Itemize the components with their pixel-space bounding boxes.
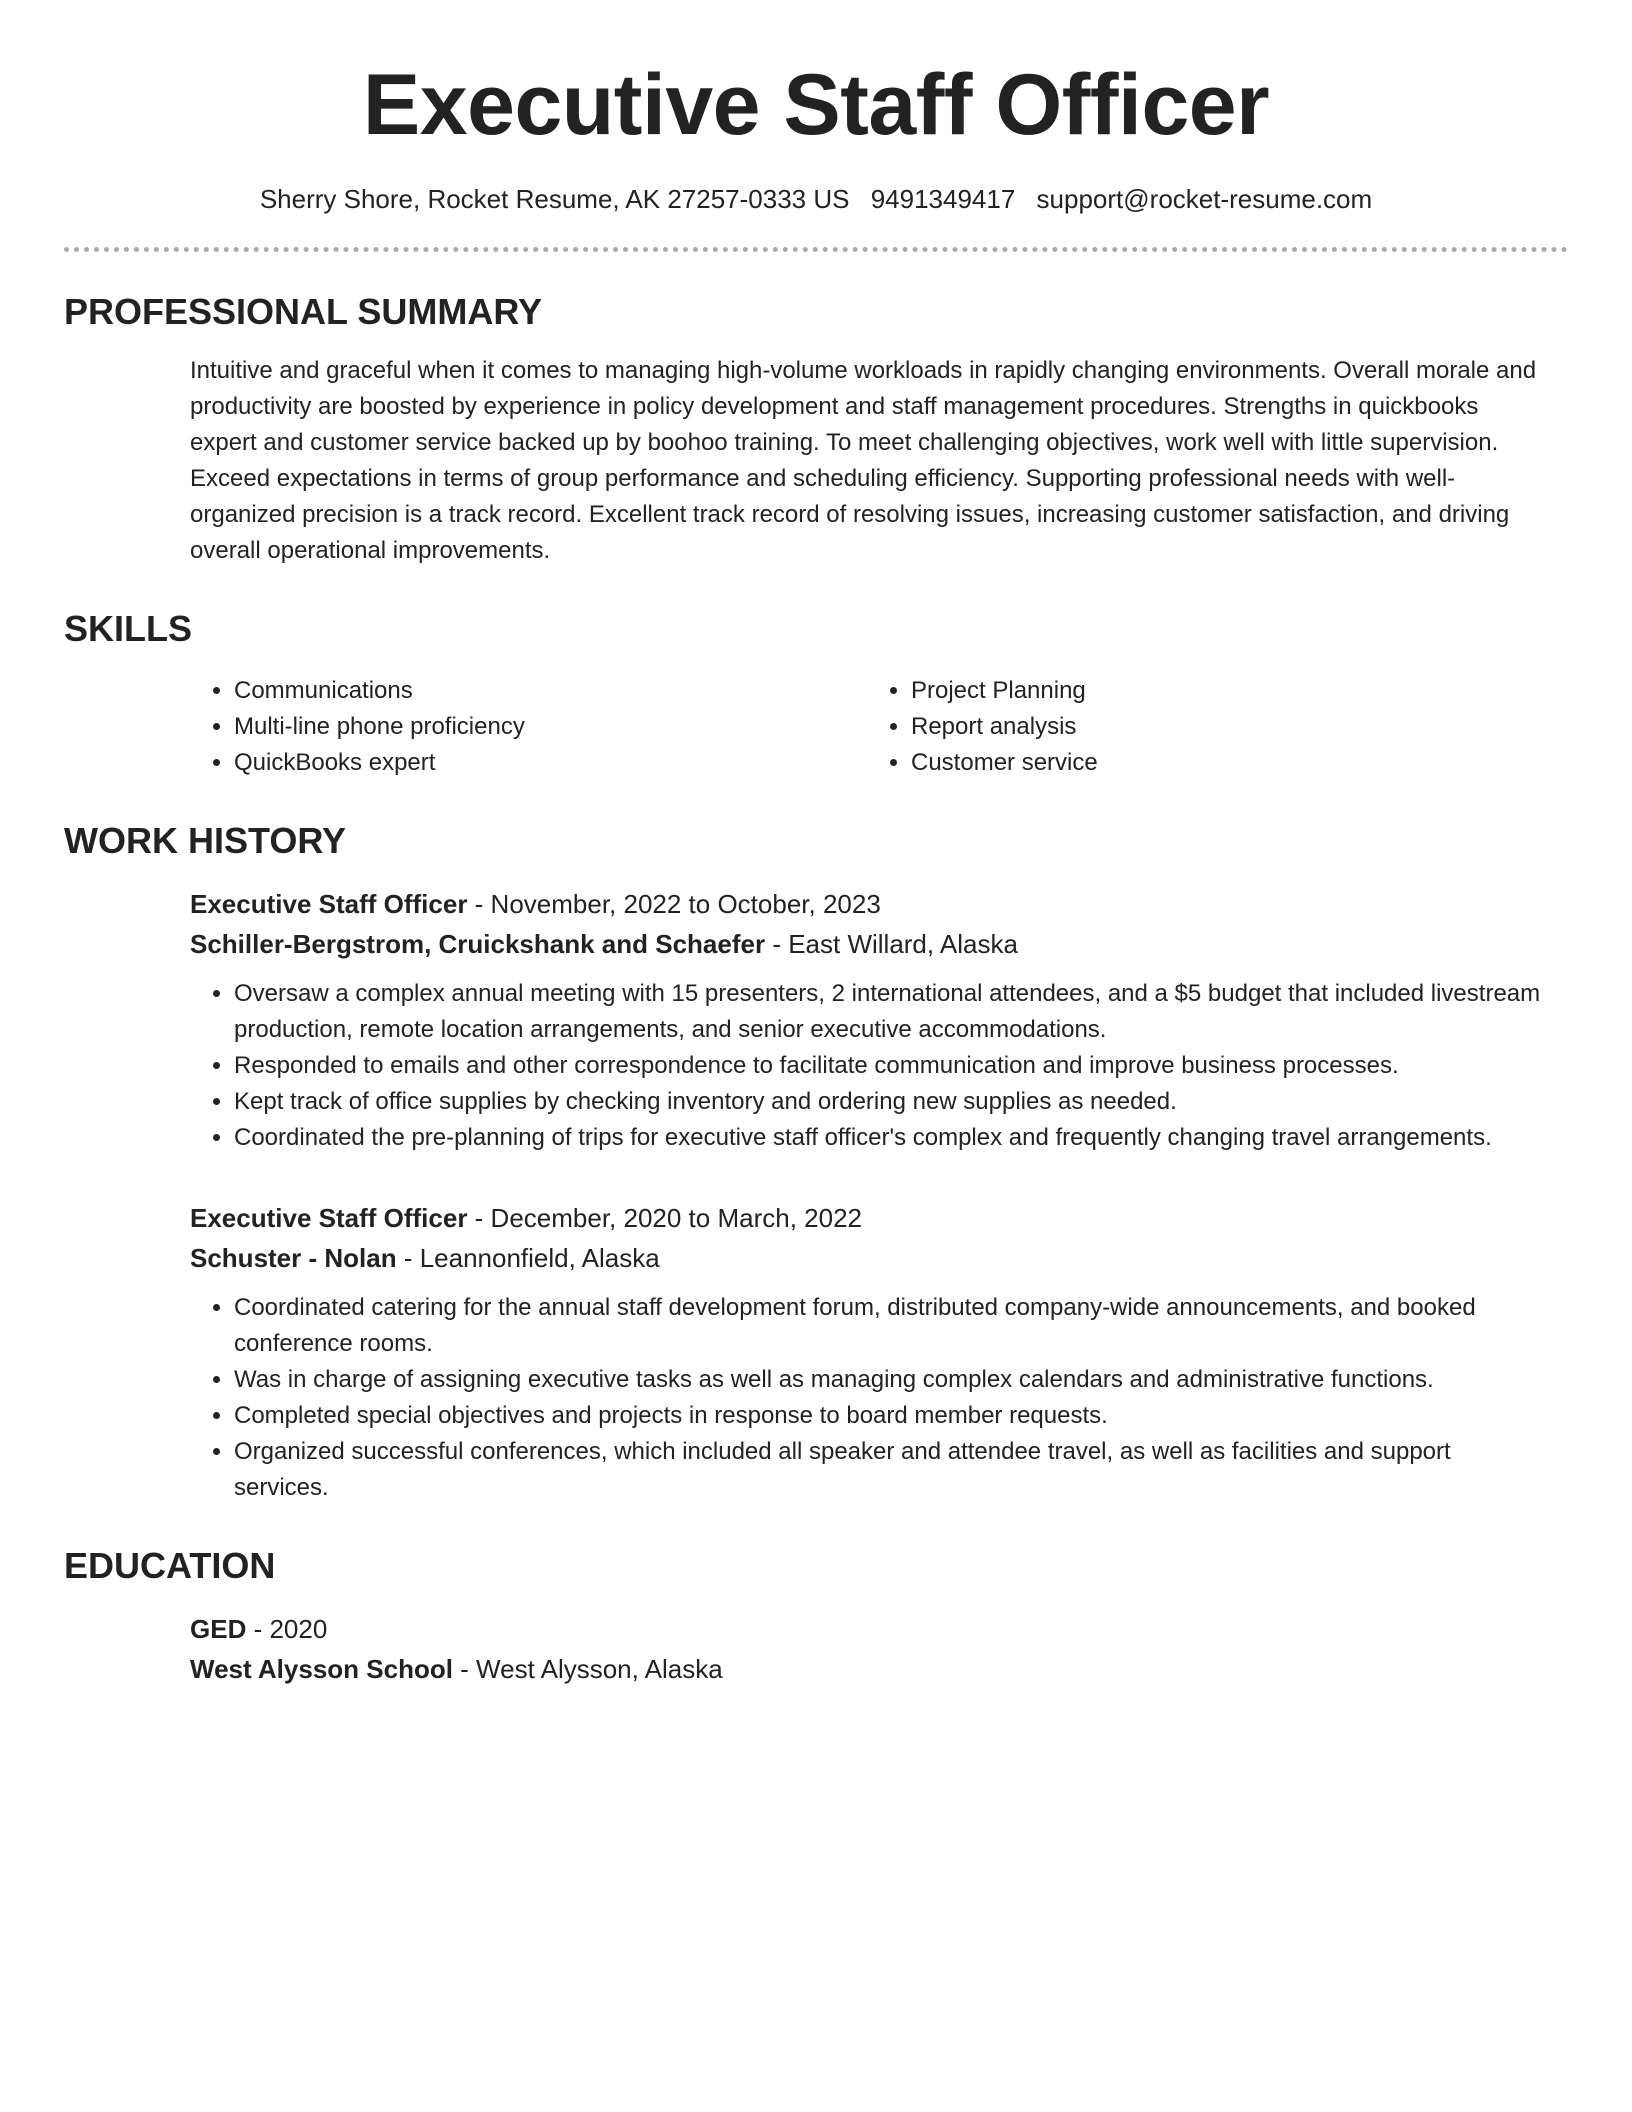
job-dates: - December, 2020 to March, 2022: [467, 1202, 862, 1233]
skill-item: • Customer service: [911, 745, 1544, 781]
summary-title: PROFESSIONAL SUMMARY: [64, 291, 543, 333]
contact-line: [64, 184, 1568, 215]
skill-item: • Report analysis: [911, 709, 1544, 745]
job-bullet: • Coordinated catering for the annual staff development forum, distributed company-wide announcements, and booked conference rooms.: [234, 1290, 1544, 1362]
job-role: Executive Staff Officer: [190, 1202, 468, 1233]
candidate-name: Executive Staff Officer: [362, 57, 1270, 153]
job-dates: - November, 2022 to October, 2023: [467, 888, 881, 919]
job-role: Executive Staff Officer: [190, 888, 468, 919]
education-entry: [190, 1609, 1544, 1689]
job-bullet: • Organized successful conferences, which included all speaker and attendee travel, as well as facilities and support services.: [234, 1434, 1544, 1506]
job-bullet: • Completed special objectives and projects in response to board member requests.: [234, 1398, 1544, 1434]
work-history-title: WORK HISTORY: [64, 819, 347, 861]
degree-line: [190, 1609, 1544, 1649]
address: Sherry Shore, Rocket Resume, AK 27257-0333 US: [259, 184, 850, 214]
job-bullet: • Oversaw a complex annual meeting with 15 presenters, 2 international attendees, and a $5 budget that included livestream production, remote location arrangements, and senior executive accommodations.: [234, 976, 1544, 1048]
skill-item: • Multi-line phone proficiency: [234, 709, 867, 745]
job-bullet: • Responded to emails and other correspondence to facilitate communication and improve business processes.: [234, 1048, 1544, 1084]
job-bullet: • Coordinated the pre-planning of trips for executive staff officer's complex and frequently changing travel arrangements.: [234, 1120, 1544, 1156]
job-role-line: [190, 884, 1544, 924]
school-name: West Alysson School: [190, 1653, 453, 1684]
school-location: - West Alysson, Alaska: [452, 1653, 723, 1684]
education-title: EDUCATION: [64, 1544, 276, 1586]
skills-title: SKILLS: [64, 608, 193, 650]
job-location: - East Willard, Alaska: [765, 928, 1018, 959]
summary-text: Intuitive and graceful when it comes to managing high-volume workloads in rapidly changing environments. Overall morale and productivity are boosted by experience in policy development and staff management procedures. Strengths in quickbooks expert and customer service backed up by boohoo training. To meet challenging objectives, work well with little supervision. Exceed expectations in terms of group performance and scheduling efficiency. Supporting professional needs with well-organized precision is a track record. Excellent track record of resolving issues, increasing customer satisfaction, and driving overall operational improvements.: [190, 357, 1537, 565]
job-location: - Leannonfield, Alaska: [396, 1242, 660, 1273]
skill-item: • Communications: [234, 673, 867, 709]
skill-item: • QuickBooks expert: [234, 745, 867, 781]
job-bullets: [190, 976, 1544, 1156]
skills-column-right: [867, 673, 1544, 781]
job-role-line: [190, 1198, 1544, 1238]
job-bullet: • Was in charge of assigning executive tasks as well as managing complex calendars and administrative functions.: [234, 1362, 1544, 1398]
school-line: [190, 1649, 1544, 1689]
job-company: Schiller-Bergstrom, Cruickshank and Schaefer: [190, 928, 766, 959]
header-divider: [64, 247, 1568, 252]
job-company-line: [190, 1238, 1544, 1278]
job-bullet: • Kept track of office supplies by checking inventory and ordering new supplies as needed.: [234, 1084, 1544, 1120]
email: support@rocket-resume.com: [1036, 184, 1373, 214]
phone: 9491349417: [870, 184, 1016, 214]
degree-year: - 2020: [246, 1613, 328, 1644]
job-company-line: [190, 924, 1544, 964]
skills-column-left: [190, 673, 867, 781]
job-entry: [190, 1198, 1544, 1506]
job-bullets: [190, 1290, 1544, 1506]
degree: GED: [190, 1613, 247, 1644]
job-entry: [190, 884, 1544, 1156]
job-company: Schuster - Nolan: [190, 1242, 397, 1273]
skill-item: • Project Planning: [911, 673, 1544, 709]
skills-list: [190, 673, 1544, 781]
